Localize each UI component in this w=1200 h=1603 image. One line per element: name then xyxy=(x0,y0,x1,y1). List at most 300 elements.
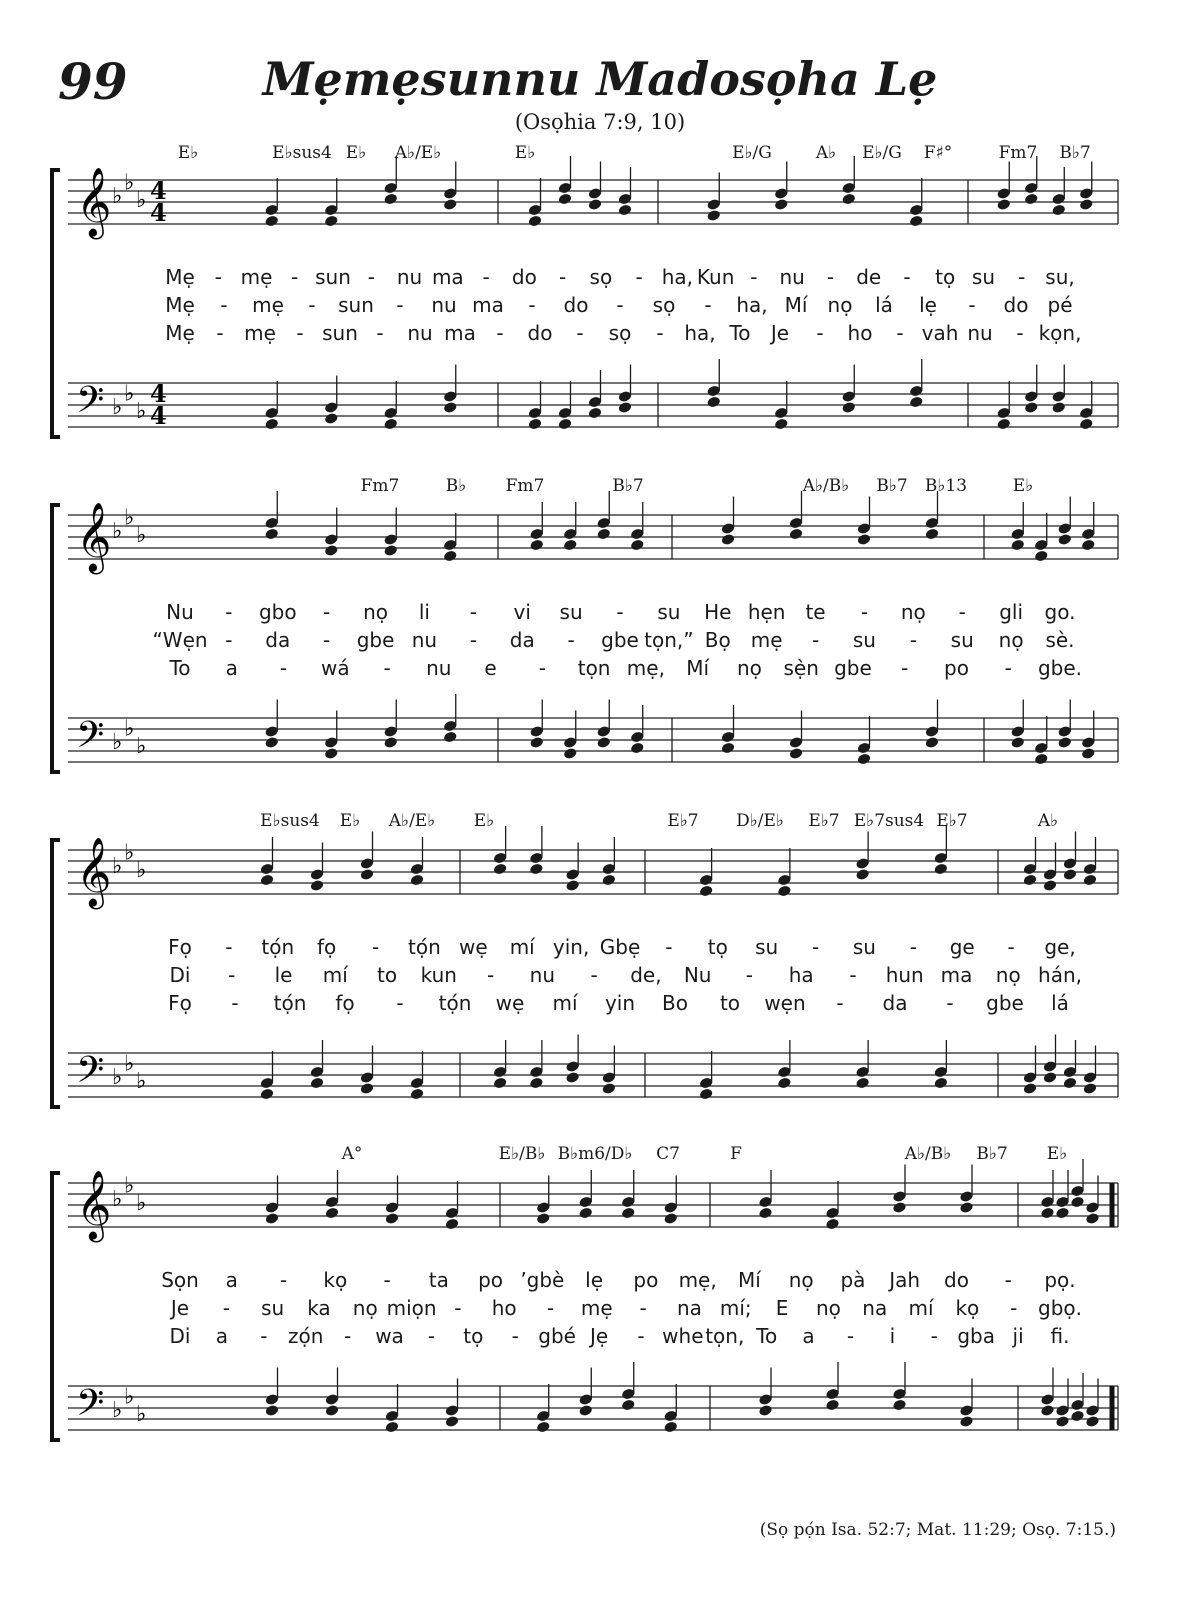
lyric-syllable: ge, xyxy=(1044,935,1076,959)
time-signature: 4 xyxy=(150,401,167,430)
chord-symbol: E♭7 xyxy=(808,811,840,831)
lyric-syllable: gbé xyxy=(538,1324,576,1348)
lyric-syllable: a xyxy=(215,1324,229,1348)
chord-symbol: B♭ xyxy=(445,476,467,496)
lyric-syllable: - xyxy=(846,1324,855,1348)
lyric-syllable: “Wẹn xyxy=(152,628,208,652)
lyric-syllable: - xyxy=(750,265,758,289)
lyric-syllable: - xyxy=(576,321,584,345)
lyric-syllable: po xyxy=(633,1268,659,1292)
chord-symbol: B♭7 xyxy=(876,476,908,496)
lyric-syllable: su, xyxy=(1045,265,1075,289)
treble-clef-icon: 𝄞 xyxy=(76,502,112,572)
lyric-syllable: - xyxy=(909,935,917,959)
lyric-syllable: kọ xyxy=(955,1296,980,1320)
chord-symbol: Fm7 xyxy=(360,476,400,496)
flat-icon: ♭ xyxy=(112,854,123,879)
flat-icon: ♭ xyxy=(112,1398,123,1423)
lyric-syllable: Mẹ xyxy=(165,321,195,345)
treble-clef-icon: 𝄞 xyxy=(76,837,112,907)
lyric-syllable: - xyxy=(216,321,224,345)
lyric-syllable: su xyxy=(261,1296,285,1320)
lyric-syllable: - xyxy=(323,628,331,652)
flat-icon: ♭ xyxy=(136,1401,147,1427)
chord-symbol: E♭sus4 xyxy=(272,143,332,163)
lyric-syllable: mí xyxy=(509,935,535,959)
lyric-syllable: nu xyxy=(529,963,556,987)
lyric-syllable: su xyxy=(852,628,876,652)
lyric-syllable: - xyxy=(860,600,869,624)
lyric-syllable: nu xyxy=(967,321,993,345)
lyric-syllable: mẹ, xyxy=(678,1268,717,1292)
bass-clef-icon: 𝄢 xyxy=(76,379,105,430)
lyric-syllable: - xyxy=(849,963,857,987)
flat-icon: ♭ xyxy=(112,395,123,420)
chord-symbol: A♭/B♭ xyxy=(904,1144,952,1164)
bass-staff xyxy=(68,718,1118,762)
chord-symbol: E♭7 xyxy=(936,811,968,831)
lyric-syllable: ha, xyxy=(661,265,694,289)
lyric-syllable: go. xyxy=(1044,600,1076,624)
lyric-syllable: lẹ xyxy=(585,1268,604,1292)
lyric-syllable: wẹn xyxy=(764,991,806,1015)
lyric-syllable: pé xyxy=(1047,293,1073,317)
lyric-syllable: su xyxy=(559,600,583,624)
lyric-syllable: gli xyxy=(999,600,1024,624)
note-heads xyxy=(264,359,1093,430)
verse-1-line xyxy=(150,935,1090,963)
lyric-syllable: sọ xyxy=(652,293,676,317)
verse-3-line xyxy=(150,656,1090,684)
lyric-syllable: fọ xyxy=(317,935,337,959)
lyric-syllable: hán, xyxy=(1038,963,1082,987)
lyric-syllable: - xyxy=(637,1324,645,1348)
lyric-syllable: ma xyxy=(444,321,476,345)
lyric-syllable: - xyxy=(616,293,624,317)
lyric-syllable: whe xyxy=(662,1324,704,1348)
lyric-syllable: nọ xyxy=(827,293,853,317)
lyric-syllable: Di xyxy=(169,1324,191,1348)
lyric-syllable: - xyxy=(427,1324,436,1348)
flat-icon: ♭ xyxy=(136,733,147,759)
chord-symbol: A♭/B♭ xyxy=(802,476,850,496)
lyric-syllable: nọ xyxy=(352,1296,378,1320)
lyric-syllable: nu xyxy=(411,628,438,652)
chord-symbol: E♭ xyxy=(1046,1144,1068,1164)
lyric-syllable: To xyxy=(729,321,751,345)
lyric-syllable: zọ́n xyxy=(287,1324,324,1348)
chord-symbol: B♭7 xyxy=(1059,143,1091,163)
lyric-syllable: - xyxy=(511,1324,519,1348)
lyric-syllable: - xyxy=(454,1296,462,1320)
lyric-syllable: - xyxy=(228,963,236,987)
flat-icon: ♭ xyxy=(124,1384,135,1410)
chord-symbol: E♭ xyxy=(514,143,536,163)
system-3 xyxy=(0,805,1200,1125)
time-signature: 4 xyxy=(150,198,167,227)
lyric-syllable: - xyxy=(376,321,384,345)
lyric-syllable: da xyxy=(882,991,908,1015)
lyric-syllable: ma xyxy=(472,293,504,317)
treble-clef-icon: 𝄞 xyxy=(76,1170,112,1240)
lyric-syllable: sọ xyxy=(608,321,632,345)
lyric-syllable: pà xyxy=(840,1268,866,1292)
flat-icon: ♭ xyxy=(124,381,135,407)
flat-icon: ♭ xyxy=(136,398,147,424)
lyric-syllable: gbe xyxy=(834,656,872,680)
lyric-syllable: sọ xyxy=(589,265,613,289)
lyric-syllable: a xyxy=(225,1268,238,1292)
lyric-syllable: Bo xyxy=(662,991,688,1015)
lyric-syllable: - xyxy=(546,1296,555,1320)
lyric-syllable: Sọn xyxy=(161,1268,199,1292)
lyric-syllable: - xyxy=(567,628,575,652)
lyric-syllable: - xyxy=(214,265,222,289)
lyric-syllable: ta xyxy=(428,1268,449,1292)
lyric-syllable: ge xyxy=(949,935,975,959)
lyric-syllable: te xyxy=(805,600,826,624)
chord-symbol: Fm7 xyxy=(505,476,545,496)
lyric-syllable: nọ xyxy=(815,1296,841,1320)
lyric-syllable: su xyxy=(971,265,996,289)
lyric-syllable: - xyxy=(1016,321,1024,345)
lyric-syllable: lẹ xyxy=(919,293,937,317)
lyric-syllable: - xyxy=(486,963,495,987)
lyric-syllable: Fọ xyxy=(168,935,192,959)
verse-3-line xyxy=(150,321,1090,349)
lyric-syllable: hẹn xyxy=(747,600,786,624)
lyric-syllable: nu xyxy=(779,265,805,289)
hymn-number: 99 xyxy=(58,52,128,111)
lyric-syllable: mẹ xyxy=(240,265,273,289)
lyric-syllable: - xyxy=(367,265,375,289)
lyric-syllable: lá xyxy=(1051,991,1069,1015)
note-heads xyxy=(264,491,1095,562)
lyric-syllable: nọ xyxy=(736,656,762,680)
chord-symbol: E♭sus4 xyxy=(260,811,320,831)
lyric-syllable: - xyxy=(279,656,288,680)
footer-references: (Sọ pọ́n Isa. 52:7; Mat. 11:29; Osọ. 7:15.) xyxy=(759,1520,1116,1540)
lyric-syllable: Mí xyxy=(686,656,710,680)
chord-symbol: A♭ xyxy=(815,143,837,163)
lyric-syllable: - xyxy=(396,293,404,317)
lyric-syllable: To xyxy=(169,656,191,680)
lyric-syllable: nọ xyxy=(363,600,389,624)
bass-clef-icon: 𝄢 xyxy=(76,1049,105,1100)
chord-symbol: E♭7 xyxy=(667,811,699,831)
lyric-syllable: - xyxy=(225,600,233,624)
lyric-syllable: gbọ. xyxy=(1038,1296,1082,1320)
chord-symbol: B♭m6/D♭ xyxy=(557,1144,633,1164)
lyric-syllable: - xyxy=(383,1268,391,1292)
lyric-syllable: Mí xyxy=(784,293,808,317)
lyric-syllable: - xyxy=(1004,656,1012,680)
lyric-syllable: - xyxy=(396,991,404,1015)
chord-symbol: E♭/G xyxy=(732,143,772,163)
treble-staff xyxy=(68,515,1118,559)
lyric-syllable: tọ xyxy=(935,265,956,289)
verse-2-line xyxy=(150,963,1090,991)
chord-symbol: E♭/B♭ xyxy=(498,1144,546,1164)
chord-symbol: F♯° xyxy=(923,143,953,163)
lyric-syllable: - xyxy=(344,1324,352,1348)
chord-symbol: B♭7 xyxy=(976,1144,1008,1164)
lyric-syllable: yin xyxy=(604,991,636,1015)
note-heads xyxy=(264,694,1095,765)
lyric-syllable: gbo xyxy=(258,600,297,624)
verse-1-line xyxy=(150,265,1090,293)
bass-clef-icon: 𝄢 xyxy=(76,1382,105,1433)
lyric-syllable: pọ. xyxy=(1044,1268,1076,1292)
lyric-syllable: ha xyxy=(788,963,814,987)
lyric-syllable: tọ́n xyxy=(438,991,472,1015)
lyric-syllable: da xyxy=(509,628,535,652)
lyric-syllable: - xyxy=(528,293,536,317)
verse-2-line xyxy=(150,1296,1090,1324)
treble-staff xyxy=(68,850,1118,894)
flat-icon: ♭ xyxy=(136,522,147,548)
chord-symbol: C7 xyxy=(656,1144,680,1164)
lyric-syllable: - xyxy=(225,628,233,652)
verse-3-line xyxy=(150,991,1090,1019)
lyric-syllable: Fọ xyxy=(168,991,192,1015)
flat-icon: ♭ xyxy=(112,1187,123,1212)
lyric-syllable: le xyxy=(274,963,293,987)
lyric-syllable: do xyxy=(511,265,537,289)
lyric-syllable: do xyxy=(527,321,553,345)
lyric-syllable: - xyxy=(745,963,754,987)
lyric-syllable: tọ́n xyxy=(408,935,441,959)
lyric-syllable: - xyxy=(1007,935,1015,959)
note-heads xyxy=(260,1035,1098,1101)
lyric-syllable: - xyxy=(496,321,504,345)
lyric-syllable: su xyxy=(657,600,681,624)
system-bracket xyxy=(52,840,60,1107)
system-2 xyxy=(0,470,1200,790)
lyric-syllable: - xyxy=(538,656,546,680)
lyric-syllable: su xyxy=(950,628,974,652)
lyric-syllable: sè. xyxy=(1045,628,1075,652)
lyric-syllable: ma xyxy=(940,963,973,987)
lyric-syllable: kọ xyxy=(323,1268,348,1292)
lyric-syllable: po xyxy=(478,1268,504,1292)
chord-symbol: Fm7 xyxy=(998,143,1038,163)
lyric-syllable: - xyxy=(383,656,391,680)
lyric-syllable: - xyxy=(656,321,664,345)
time-signature: 4 xyxy=(150,379,167,408)
chord-symbol: B♭13 xyxy=(924,476,968,496)
chord-symbol: A° xyxy=(341,1144,363,1164)
lyric-syllable: - xyxy=(635,265,643,289)
flat-icon: ♭ xyxy=(124,840,135,866)
lyric-syllable: - xyxy=(616,600,624,624)
lyric-syllable: do xyxy=(944,1268,969,1292)
lyric-syllable: - xyxy=(225,935,233,959)
lyric-syllable: - xyxy=(946,991,954,1015)
bass-staff xyxy=(68,1386,1118,1430)
lyric-syllable: kọn, xyxy=(1038,321,1082,345)
lyric-syllable: gbe xyxy=(601,628,639,652)
verse-3-line xyxy=(150,1324,1090,1352)
lyric-syllable: li xyxy=(418,600,430,624)
lyric-syllable: na xyxy=(862,1296,888,1320)
system-1 xyxy=(0,135,1200,455)
lyric-syllable: tọ xyxy=(707,935,728,959)
lyric-syllable: - xyxy=(930,1324,938,1348)
lyric-syllable: - xyxy=(590,963,598,987)
lyric-syllable: - xyxy=(958,600,966,624)
flat-icon: ♭ xyxy=(112,730,123,755)
lyric-syllable: da xyxy=(265,628,291,652)
chord-symbol: E♭ xyxy=(339,811,361,831)
chord-symbol: B♭7 xyxy=(612,476,644,496)
lyric-syllable: nu xyxy=(396,265,423,289)
lyric-syllable: fọ xyxy=(335,991,355,1015)
lyrics-block xyxy=(150,600,1090,690)
chord-symbol: E♭ xyxy=(177,143,199,163)
lyric-syllable: - xyxy=(836,991,844,1015)
lyric-syllable: Je xyxy=(770,321,790,345)
lyric-syllable: Mẹ xyxy=(165,265,195,289)
lyric-syllable: do xyxy=(1003,293,1029,317)
system-bracket xyxy=(52,170,60,437)
chord-symbol: E♭7sus4 xyxy=(853,811,925,831)
chord-symbol: E♭/G xyxy=(862,143,902,163)
flat-icon: ♭ xyxy=(124,505,135,531)
lyric-syllable: Jah xyxy=(889,1268,921,1292)
lyric-syllable: e xyxy=(484,656,497,680)
lyric-syllable: sẹ̀n xyxy=(783,656,819,680)
flat-icon: ♭ xyxy=(136,1190,147,1216)
lyric-syllable: mí xyxy=(322,963,348,987)
system-bracket xyxy=(52,1173,60,1440)
lyric-syllable: wá xyxy=(320,656,350,680)
lyric-syllable: Je xyxy=(170,1296,190,1320)
chord-symbol: A♭/E♭ xyxy=(394,143,442,163)
lyric-syllable: Gbẹ xyxy=(599,935,641,959)
lyric-syllable: - xyxy=(296,321,304,345)
flat-icon: ♭ xyxy=(112,184,123,209)
lyric-syllable: yin, xyxy=(552,935,590,959)
lyric-syllable: - xyxy=(968,293,976,317)
lyric-syllable: - xyxy=(901,656,909,680)
lyric-syllable: - xyxy=(704,293,712,317)
lyric-syllable: nu xyxy=(431,293,457,317)
lyric-syllable: - xyxy=(558,265,567,289)
lyric-syllable: hun xyxy=(885,963,924,987)
flat-icon: ♭ xyxy=(124,170,135,196)
lyric-syllable: mẹ xyxy=(252,293,284,317)
lyric-syllable: mí; xyxy=(719,1296,752,1320)
lyric-syllable: a xyxy=(802,1324,815,1348)
lyric-syllable: - xyxy=(469,600,477,624)
lyric-syllable: ho xyxy=(491,1296,517,1320)
lyric-syllable: - xyxy=(482,265,490,289)
lyric-syllable: He xyxy=(704,600,732,624)
lyric-syllable: sun xyxy=(338,293,374,317)
lyric-syllable: do xyxy=(563,293,589,317)
lyric-syllable: ha, xyxy=(736,293,768,317)
lyric-syllable: kun xyxy=(420,963,457,987)
lyric-syllable: Mẹ xyxy=(165,293,195,317)
lyric-syllable: - xyxy=(469,628,477,652)
lyric-syllable: ’gbè xyxy=(520,1268,565,1292)
lyric-syllable: Bọ xyxy=(704,628,731,652)
lyric-syllable: ji xyxy=(1012,1324,1024,1348)
lyric-syllable: E xyxy=(775,1296,789,1320)
time-signature: 4 xyxy=(150,176,167,205)
note-heads xyxy=(265,1159,1100,1230)
lyric-syllable: - xyxy=(371,935,380,959)
chord-symbol: A♭/E♭ xyxy=(388,811,436,831)
lyric-syllable: mí xyxy=(908,1296,934,1320)
lyric-syllable: gba xyxy=(957,1324,996,1348)
lyric-syllable: - xyxy=(222,1296,230,1320)
hymn-title: Mẹmẹsunnu Madosọha Lẹ xyxy=(262,52,938,106)
lyric-syllable: - xyxy=(291,265,299,289)
lyric-syllable: - xyxy=(1010,1296,1018,1320)
lyric-syllable: wa xyxy=(375,1324,404,1348)
lyric-syllable: mẹ xyxy=(244,321,276,345)
lyric-syllable: - xyxy=(639,1296,647,1320)
lyric-syllable: gbe. xyxy=(1037,656,1083,680)
verse-1-line xyxy=(150,1268,1090,1296)
lyric-syllable: - xyxy=(826,265,835,289)
lyric-syllable: - xyxy=(308,293,316,317)
lyric-syllable: - xyxy=(1018,265,1026,289)
lyric-syllable: tọ́n xyxy=(261,935,295,959)
verse-2-line xyxy=(150,293,1090,321)
lyric-syllable: - xyxy=(903,265,911,289)
flat-icon: ♭ xyxy=(136,187,147,213)
chord-symbol: E♭ xyxy=(345,143,367,163)
chord-symbol: E♭ xyxy=(1012,476,1034,496)
lyric-syllable: Nu xyxy=(683,963,712,987)
treble-clef-icon: 𝄞 xyxy=(76,167,112,237)
chord-symbol: D♭/E♭ xyxy=(736,811,784,831)
lyric-syllable: sun xyxy=(315,265,351,289)
lyric-syllable: tọ́n xyxy=(273,991,307,1015)
flat-icon: ♭ xyxy=(124,1173,135,1199)
lyric-syllable: - xyxy=(323,600,331,624)
lyric-syllable: gbe xyxy=(986,991,1024,1015)
lyric-syllable: wẹ xyxy=(458,935,488,959)
lyric-syllable: wẹ xyxy=(495,991,525,1015)
lyrics-block xyxy=(150,265,1090,355)
lyric-syllable: Mí xyxy=(738,1268,761,1292)
lyric-syllable: nọ xyxy=(995,963,1021,987)
flat-icon: ♭ xyxy=(136,857,147,883)
lyric-syllable: a xyxy=(225,656,238,680)
lyric-syllable: mí xyxy=(552,991,578,1015)
chord-symbol: F xyxy=(730,1144,742,1164)
lyric-syllable: - xyxy=(260,1324,268,1348)
lyric-syllable: vah xyxy=(921,321,959,345)
lyric-syllable: - xyxy=(231,991,239,1015)
lyric-syllable: de xyxy=(856,265,882,289)
lyric-syllable: fi. xyxy=(1050,1324,1070,1348)
lyric-syllable: ka xyxy=(307,1296,331,1320)
lyric-syllable: nu xyxy=(407,321,433,345)
lyrics-block xyxy=(150,1268,1090,1358)
lyric-syllable: na xyxy=(677,1296,702,1320)
lyric-syllable: ma xyxy=(431,265,464,289)
lyric-syllable: Kun xyxy=(696,265,735,289)
lyric-syllable: Nu xyxy=(166,600,194,624)
lyric-syllable: - xyxy=(220,293,228,317)
lyric-syllable: i xyxy=(889,1324,896,1348)
scripture-reference: (Osọhia 7:9, 10) xyxy=(514,110,686,134)
